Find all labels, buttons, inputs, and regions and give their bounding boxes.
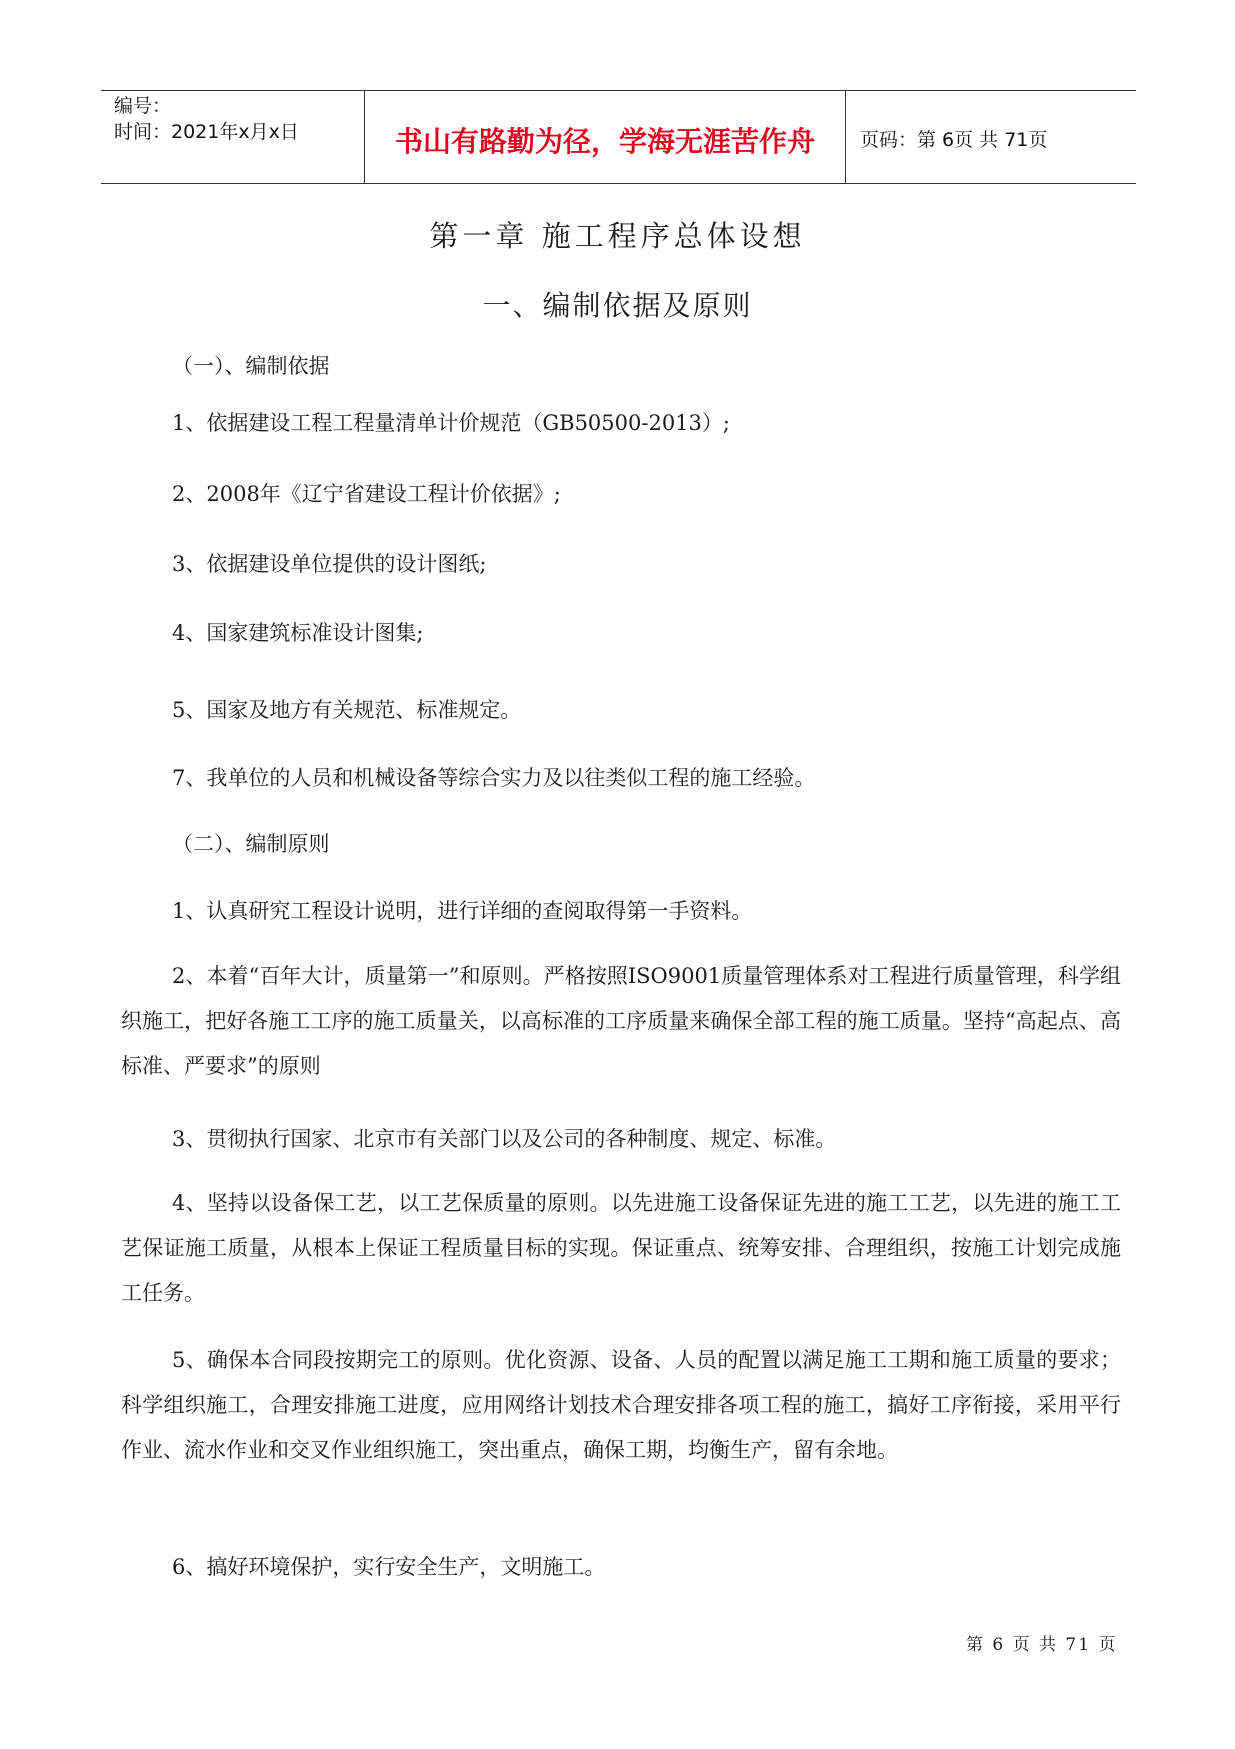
basis-item: 3、依据建设单位提供的设计图纸; — [172, 552, 487, 576]
principles-heading: （二）、编制原则 — [172, 832, 330, 856]
header-motto-cell — [365, 91, 846, 183]
motto-text: 书山有路勤为径，学海无涯苦作舟 — [394, 125, 815, 158]
document-time-label: 时间：2021年x月x日 — [114, 121, 299, 143]
header-page-cell — [846, 91, 1136, 183]
principle-paragraph: 4、坚持以设备保工艺，以工艺保质量的原则。以先进施工设备保证先进的施工工艺，以先进的施工工艺保证施工质量，从根本上保证工程质量目标的实现。保证重点、统筹安排、合理组织，按施工计划完成施工任务。 — [121, 1191, 1121, 1305]
basis-item: 1、依据建设工程工程量清单计价规范（GB50500-2013）; — [172, 411, 730, 435]
principle-item: 3、贯彻执行国家、北京市有关部门以及公司的各种制度、规定、标准。 — [172, 1127, 837, 1151]
basis-item: 5、国家及地方有关规范、标准规定。 — [172, 698, 522, 722]
page-footer: 第 6 页 共 71 页 — [966, 1635, 1118, 1655]
header-info-cell — [101, 91, 365, 183]
principle-item: 1、认真研究工程设计说明，进行详细的查阅取得第一手资料。 — [172, 899, 753, 923]
principle-item: 6、搞好环境保护，实行安全生产，文明施工。 — [172, 1555, 606, 1579]
principle-paragraph: 2、本着“百年大计，质量第一”和原则。严格按照ISO9001质量管理体系对工程进行质量管理，科学组织施工，把好各施工工序的施工质量关，以高标准的工序质量来确保全部工程的施工质量。坚持“高起点、高标准、严要求”的原则 — [121, 964, 1121, 1078]
document-number-label: 编号： — [114, 95, 172, 117]
section-title: 一、编制依据及原则 — [482, 289, 753, 322]
chapter-title: 第一章 施工程序总体设想 — [429, 219, 806, 253]
basis-item: 2、2008年《辽宁省建设工程计价依据》; — [172, 482, 561, 506]
principle-paragraph: 5、确保本合同段按期完工的原则。优化资源、设备、人员的配置以满足施工工期和施工质量的要求；科学组织施工，合理安排施工进度，应用网络计划技术合理安排各项工程的施工，搞好工序衔接，采用平行作业、流水作业和交叉作业组织施工，突出重点，确保工期，均衡生产，留有余地。 — [121, 1348, 1121, 1462]
basis-item: 4、国家建筑标准设计图集; — [172, 621, 424, 645]
page-header — [101, 90, 1136, 184]
page-number-label: 页码：第 6页 共 71页 — [860, 129, 1048, 151]
basis-item: 7、我单位的人员和机械设备等综合实力及以往类似工程的施工经验。 — [172, 766, 816, 790]
basis-heading: （一）、编制依据 — [172, 354, 330, 378]
